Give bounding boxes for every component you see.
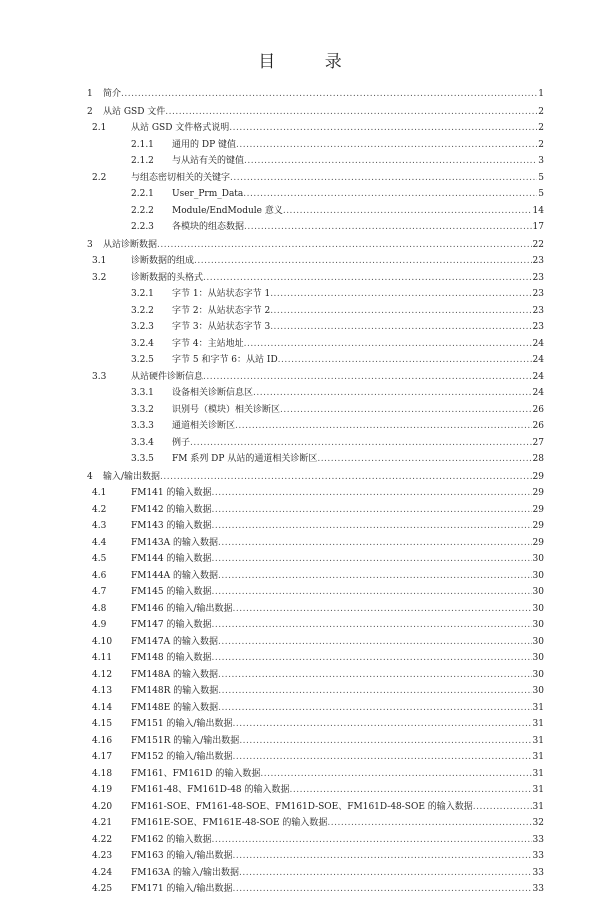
- toc-entry-title: 字节 3：从站状态字节 3: [172, 322, 271, 332]
- toc-entry-title: 识别号（模块）相关诊断区: [172, 404, 281, 415]
- toc-entry-page: 33: [532, 834, 544, 845]
- toc-entry-title: FM146 的输入/输出数据: [131, 603, 233, 614]
- toc-entry-number: 2: [87, 106, 93, 117]
- toc-entry-title: FM161-48、FM161D-48 的输入数据: [131, 785, 290, 795]
- toc-entry-page: 23: [532, 272, 544, 283]
- toc-entry[interactable]: [0, 815, 600, 832]
- toc-entry-title: FM161E-SOE、FM161E-48-SOE 的输入数据: [131, 818, 328, 828]
- toc-dot-leader: [235, 418, 532, 435]
- toc-entry-page: 23: [532, 305, 544, 316]
- toc-entry-number: 4.2: [92, 504, 107, 515]
- toc-dot-leader: [233, 848, 532, 865]
- toc-entry-number: 4.21: [92, 818, 113, 828]
- toc-entry-number: 4.24: [92, 867, 113, 878]
- toc-entry-title: FM163 的输入/输出数据: [131, 851, 233, 861]
- toc-dot-leader: [218, 683, 531, 700]
- toc-dot-leader: [212, 518, 532, 535]
- toc-entry-page: 24: [532, 371, 544, 382]
- toc-entry-number: 4.9: [92, 620, 107, 630]
- toc-entry-title: FM161、FM161D 的输入数据: [131, 768, 261, 779]
- toc-entry-number: 4: [87, 471, 93, 482]
- page-title: 目 录: [258, 52, 364, 72]
- toc-entry-page: 30: [532, 686, 544, 696]
- toc-entry[interactable]: [0, 551, 600, 568]
- toc-entry[interactable]: [0, 418, 600, 435]
- toc-entry[interactable]: [0, 601, 600, 618]
- toc-entry-title: FM143 的输入数据: [131, 521, 212, 531]
- toc-entry-number: 4.25: [92, 884, 113, 894]
- toc-entry[interactable]: [0, 667, 600, 684]
- toc-entry-page: 23: [532, 322, 544, 332]
- toc-dot-leader: [203, 369, 532, 386]
- toc-dot-leader: [203, 270, 532, 287]
- toc-entry-number: 3.3.3: [131, 421, 154, 431]
- toc-entry-page: 26: [532, 404, 544, 415]
- toc-entry-page: 24: [532, 355, 544, 365]
- toc-entry-title: FM141 的输入数据: [131, 488, 212, 498]
- toc-entry-page: 30: [532, 570, 544, 581]
- toc-entry[interactable]: [0, 502, 600, 519]
- toc-entry-title: FM147 的输入数据: [131, 620, 212, 630]
- toc-entry-title: FM161-SOE、FM161-48-SOE、FM161D-SOE、FM161D-48-SOE 的输入数据: [131, 801, 473, 812]
- toc-dot-leader: [260, 766, 531, 783]
- toc-dot-leader: [270, 286, 531, 303]
- toc-entry-page: 3: [538, 156, 544, 166]
- toc-entry-page: 22: [532, 239, 544, 250]
- toc-entry[interactable]: [0, 153, 600, 170]
- toc-entry[interactable]: [0, 219, 600, 236]
- toc-dot-leader: [212, 502, 532, 519]
- toc-entry-title: 通道相关诊断区: [172, 421, 236, 431]
- toc-entry-number: 3.3.5: [131, 454, 154, 464]
- toc-entry-title: 从站硬件诊断信息: [131, 371, 204, 382]
- toc-dot-leader: [218, 568, 532, 585]
- toc-entry-number: 2.2.3: [131, 222, 154, 232]
- toc-entry-title: 诊断数据的头格式: [131, 272, 204, 283]
- toc-entry-number: 3.2: [92, 272, 107, 283]
- toc-entry-number: 3.3: [92, 371, 107, 382]
- toc-entry-title: 从站诊断数据: [103, 239, 158, 250]
- toc-entry-page: 29: [532, 537, 544, 548]
- toc-entry-title: FM144A 的输入数据: [131, 570, 218, 581]
- toc-entry-page: 31: [532, 801, 544, 812]
- toc-entry-number: 3.2.2: [131, 305, 154, 316]
- toc-dot-leader: [212, 650, 532, 667]
- toc-entry-title: FM 系列 DP 从站的通道相关诊断区: [172, 454, 318, 464]
- toc-entry-title: FM142 的输入数据: [131, 504, 212, 515]
- toc-dot-leader: [253, 385, 532, 402]
- toc-entry-number: 3.3.4: [131, 437, 154, 448]
- toc-dot-leader: [218, 700, 531, 717]
- toc-entry-number: 3.2.1: [131, 289, 154, 299]
- toc-entry-page: 30: [532, 587, 544, 597]
- toc-entry[interactable]: [0, 617, 600, 634]
- toc-dot-leader: [280, 402, 532, 419]
- toc-entry[interactable]: [0, 120, 600, 137]
- toc-dot-leader: [473, 799, 532, 816]
- toc-entry-page: 27: [532, 437, 544, 448]
- toc-entry[interactable]: [0, 369, 600, 386]
- toc-entry-title: 字节 4：主站地址: [172, 338, 244, 349]
- toc-entry-title: 与从站有关的键值: [172, 156, 245, 166]
- toc-entry-page: 30: [532, 653, 544, 663]
- toc-entry-page: 31: [532, 719, 544, 729]
- toc-entry[interactable]: [0, 469, 600, 486]
- toc-dot-leader: [233, 749, 532, 766]
- toc-entry-page: 26: [532, 421, 544, 431]
- toc-entry-title: 简介: [103, 89, 122, 99]
- toc-entry[interactable]: [0, 700, 600, 717]
- toc-entry-title: FM145 的输入数据: [131, 587, 212, 597]
- toc-dot-leader: [283, 203, 532, 220]
- toc-entry-page: 30: [532, 669, 544, 680]
- toc-entry[interactable]: [0, 584, 600, 601]
- toc-entry[interactable]: [0, 733, 600, 750]
- toc-dot-leader: [160, 469, 532, 486]
- toc-entry-number: 4.7: [92, 587, 107, 597]
- toc-entry-number: 3.2.4: [131, 338, 154, 349]
- toc-entry-number: 4.18: [92, 768, 113, 779]
- toc-entry-number: 3.3.1: [131, 388, 154, 398]
- toc-entry-page: 28: [532, 454, 544, 464]
- toc-dot-leader: [190, 435, 532, 452]
- toc-dot-leader: [236, 137, 537, 154]
- toc-entry-title: 各模块的组态数据: [172, 222, 245, 232]
- toc-entry-number: 2.2.1: [131, 189, 154, 199]
- toc-entry-number: 3.2.5: [131, 355, 154, 365]
- toc-entry[interactable]: [0, 270, 600, 287]
- toc-dot-leader: [229, 120, 537, 137]
- toc-dot-leader: [270, 319, 531, 336]
- toc-entry[interactable]: [0, 352, 600, 369]
- toc-entry-page: 30: [532, 554, 544, 564]
- toc-entry-title: FM148R 的输入数据: [131, 686, 219, 696]
- toc-entry-page: 23: [532, 256, 544, 266]
- toc-entry-number: 3.1: [92, 256, 107, 266]
- toc-entry-number: 4.22: [92, 834, 113, 845]
- toc-dot-leader: [233, 601, 532, 618]
- toc-dot-leader: [194, 253, 532, 270]
- toc-dot-leader: [121, 86, 537, 103]
- toc-entry[interactable]: [0, 782, 600, 799]
- toc-entry-page: 30: [532, 603, 544, 614]
- toc-entry-number: 4.13: [92, 686, 113, 696]
- toc-entry[interactable]: [0, 336, 600, 353]
- toc-entry[interactable]: [0, 319, 600, 336]
- toc-dot-leader: [244, 336, 532, 353]
- toc-entry-page: 30: [532, 620, 544, 630]
- toc-entry-page: 24: [532, 338, 544, 349]
- toc-entry[interactable]: [0, 186, 600, 203]
- toc-entry-number: 4.11: [92, 653, 113, 663]
- toc-entry-number: 4.5: [92, 554, 107, 564]
- toc-entry[interactable]: [0, 170, 600, 187]
- toc-entry-number: 4.1: [92, 488, 107, 498]
- toc-entry[interactable]: [0, 451, 600, 468]
- toc-entry-title: 例子: [172, 437, 191, 448]
- toc-entry-page: 5: [538, 172, 544, 183]
- toc-entry[interactable]: [0, 286, 600, 303]
- toc-entry-number: 4.6: [92, 570, 107, 581]
- toc-entry[interactable]: [0, 485, 600, 502]
- toc-dot-leader: [290, 782, 532, 799]
- toc-entry-title: FM144 的输入数据: [131, 554, 212, 564]
- toc-entry-title: 从站 GSD 文件格式说明: [131, 123, 230, 133]
- toc-entry[interactable]: [0, 766, 600, 783]
- toc-dot-leader: [243, 186, 537, 203]
- toc-entry-title: FM147A 的输入数据: [131, 636, 218, 647]
- toc-entry[interactable]: [0, 799, 600, 816]
- toc-entry-page: 33: [532, 851, 544, 861]
- toc-entry-number: 3: [87, 239, 93, 250]
- toc-entry-page: 33: [532, 867, 544, 878]
- toc-entry-page: 2: [538, 139, 544, 150]
- toc-entry-title: 字节 5 和字节 6：从站 ID: [172, 355, 278, 365]
- toc-entry-number: 4.4: [92, 537, 107, 548]
- toc-entry-page: 17: [532, 222, 544, 232]
- toc-entry-page: 31: [532, 768, 544, 779]
- toc-dot-leader: [244, 153, 537, 170]
- toc-dot-leader: [212, 584, 532, 601]
- toc-entry-page: 32: [532, 818, 544, 828]
- toc-entry-page: 30: [532, 636, 544, 647]
- toc-dot-leader: [165, 104, 537, 121]
- toc-entry[interactable]: [0, 634, 600, 651]
- toc-dot-leader: [218, 634, 532, 651]
- toc-entry[interactable]: [0, 881, 600, 898]
- toc-entry[interactable]: [0, 303, 600, 320]
- toc-entry-title: 从站 GSD 文件: [103, 106, 166, 117]
- toc-entry[interactable]: [0, 253, 600, 270]
- toc-entry-page: 23: [532, 289, 544, 299]
- toc-entry-title: 字节 1：从站状态字节 1: [172, 289, 271, 299]
- toc-entry-page: 29: [532, 521, 544, 531]
- toc-entry-title: 通用的 DP 键值: [172, 139, 236, 150]
- toc-entry-number: 4.19: [92, 785, 113, 795]
- toc-dot-leader: [212, 832, 532, 849]
- toc-entry-number: 3.2.3: [131, 322, 154, 332]
- toc-entry[interactable]: [0, 203, 600, 220]
- toc-entry[interactable]: [0, 865, 600, 882]
- toc-entry[interactable]: [0, 683, 600, 700]
- toc-entry-title: 与组态密切相关的关键字: [131, 172, 231, 183]
- toc-entry-number: 4.23: [92, 851, 113, 861]
- toc-entry-number: 1: [87, 89, 93, 99]
- toc-entry[interactable]: [0, 435, 600, 452]
- toc-entry-page: 31: [532, 785, 544, 795]
- toc-entry[interactable]: [0, 104, 600, 121]
- toc-dot-leader: [212, 617, 532, 634]
- toc-entry-page: 1: [538, 89, 544, 99]
- toc-entry-title: FM163A 的输入/输出数据: [131, 867, 240, 878]
- toc-entry-number: 4.12: [92, 669, 113, 680]
- toc-entry-title: User_Prm_Data: [172, 189, 244, 199]
- toc-entry[interactable]: [0, 848, 600, 865]
- toc-entry[interactable]: [0, 716, 600, 733]
- toc-entry-number: 4.15: [92, 719, 113, 729]
- toc-entry[interactable]: [0, 518, 600, 535]
- toc-entry-number: 2.1.1: [131, 139, 154, 150]
- toc-entry-title: FM148E 的输入数据: [131, 702, 219, 713]
- toc-dot-leader: [218, 667, 532, 684]
- toc-entry-title: FM151R 的输入/输出数据: [131, 735, 240, 746]
- toc-entry[interactable]: [0, 86, 600, 103]
- toc-entry-page: 33: [532, 884, 544, 894]
- toc-entry-number: 4.17: [92, 752, 113, 762]
- toc-entry-page: 2: [538, 106, 544, 117]
- toc-entry-number: 4.14: [92, 702, 113, 713]
- toc-entry[interactable]: [0, 749, 600, 766]
- toc-entry-page: 14: [532, 205, 544, 216]
- toc-entry-title: 字节 2：从站状态字节 2: [172, 305, 271, 316]
- toc-entry-page: 24: [532, 388, 544, 398]
- toc-entry-title: FM143A 的输入数据: [131, 537, 218, 548]
- toc-entry-title: FM171 的输入/输出数据: [131, 884, 233, 894]
- toc-dot-leader: [157, 237, 532, 254]
- toc-dot-leader: [239, 733, 531, 750]
- toc-entry-title: 输入/输出数据: [103, 471, 161, 482]
- toc-entry-title: FM148A 的输入数据: [131, 669, 218, 680]
- toc-entry-number: 4.20: [92, 801, 113, 812]
- toc-entry-title: FM162 的输入数据: [131, 834, 212, 845]
- toc-dot-leader: [239, 865, 532, 882]
- toc-entry-number: 3.3.2: [131, 404, 154, 415]
- toc-dot-leader: [212, 485, 532, 502]
- toc-entry-page: 29: [532, 471, 544, 482]
- toc-entry[interactable]: [0, 137, 600, 154]
- toc-entry[interactable]: [0, 385, 600, 402]
- toc-entry-page: 29: [532, 488, 544, 498]
- toc-entry-number: 2.1.2: [131, 156, 154, 166]
- toc-entry-title: Module/EndModule 意义: [172, 205, 283, 216]
- toc-entry-number: 2.2: [92, 172, 107, 183]
- toc-entry-title: FM148 的输入数据: [131, 653, 212, 663]
- toc-dot-leader: [233, 881, 532, 898]
- toc-entry-page: 29: [532, 504, 544, 515]
- toc-dot-leader: [278, 352, 532, 369]
- toc-entry-title: FM152 的输入/输出数据: [131, 752, 233, 762]
- toc-dot-leader: [270, 303, 531, 320]
- toc-entry[interactable]: [0, 535, 600, 552]
- toc-entry-page: 5: [538, 189, 544, 199]
- toc-entry-number: 4.10: [92, 636, 113, 647]
- toc-entry-title: 设备相关诊断信息区: [172, 388, 254, 398]
- toc-entry-number: 4.3: [92, 521, 107, 531]
- toc-entry[interactable]: [0, 650, 600, 667]
- toc-entry-title: FM151 的输入/输出数据: [131, 719, 233, 729]
- toc-entry[interactable]: [0, 402, 600, 419]
- toc-entry-page: 31: [532, 752, 544, 762]
- toc-entry-page: 31: [532, 735, 544, 746]
- toc-entry-page: 2: [538, 123, 544, 133]
- toc-entry-page: 31: [532, 702, 544, 713]
- toc-entry-number: 4.16: [92, 735, 113, 746]
- toc-entry[interactable]: [0, 237, 600, 254]
- toc-dot-leader: [327, 815, 531, 832]
- toc-dot-leader: [212, 551, 532, 568]
- toc-entry-number: 4.8: [92, 603, 107, 614]
- toc-entry[interactable]: [0, 832, 600, 849]
- toc-dot-leader: [317, 451, 531, 468]
- toc-entry[interactable]: [0, 568, 600, 585]
- toc-entry-number: 2.2.2: [131, 205, 154, 216]
- toc-dot-leader: [218, 535, 532, 552]
- toc-dot-leader: [244, 219, 532, 236]
- toc-dot-leader: [233, 716, 532, 733]
- toc-entry-number: 2.1: [92, 123, 107, 133]
- toc-entry-title: 诊断数据的组成: [131, 256, 195, 266]
- table-of-contents: [0, 86, 600, 898]
- toc-dot-leader: [230, 170, 537, 187]
